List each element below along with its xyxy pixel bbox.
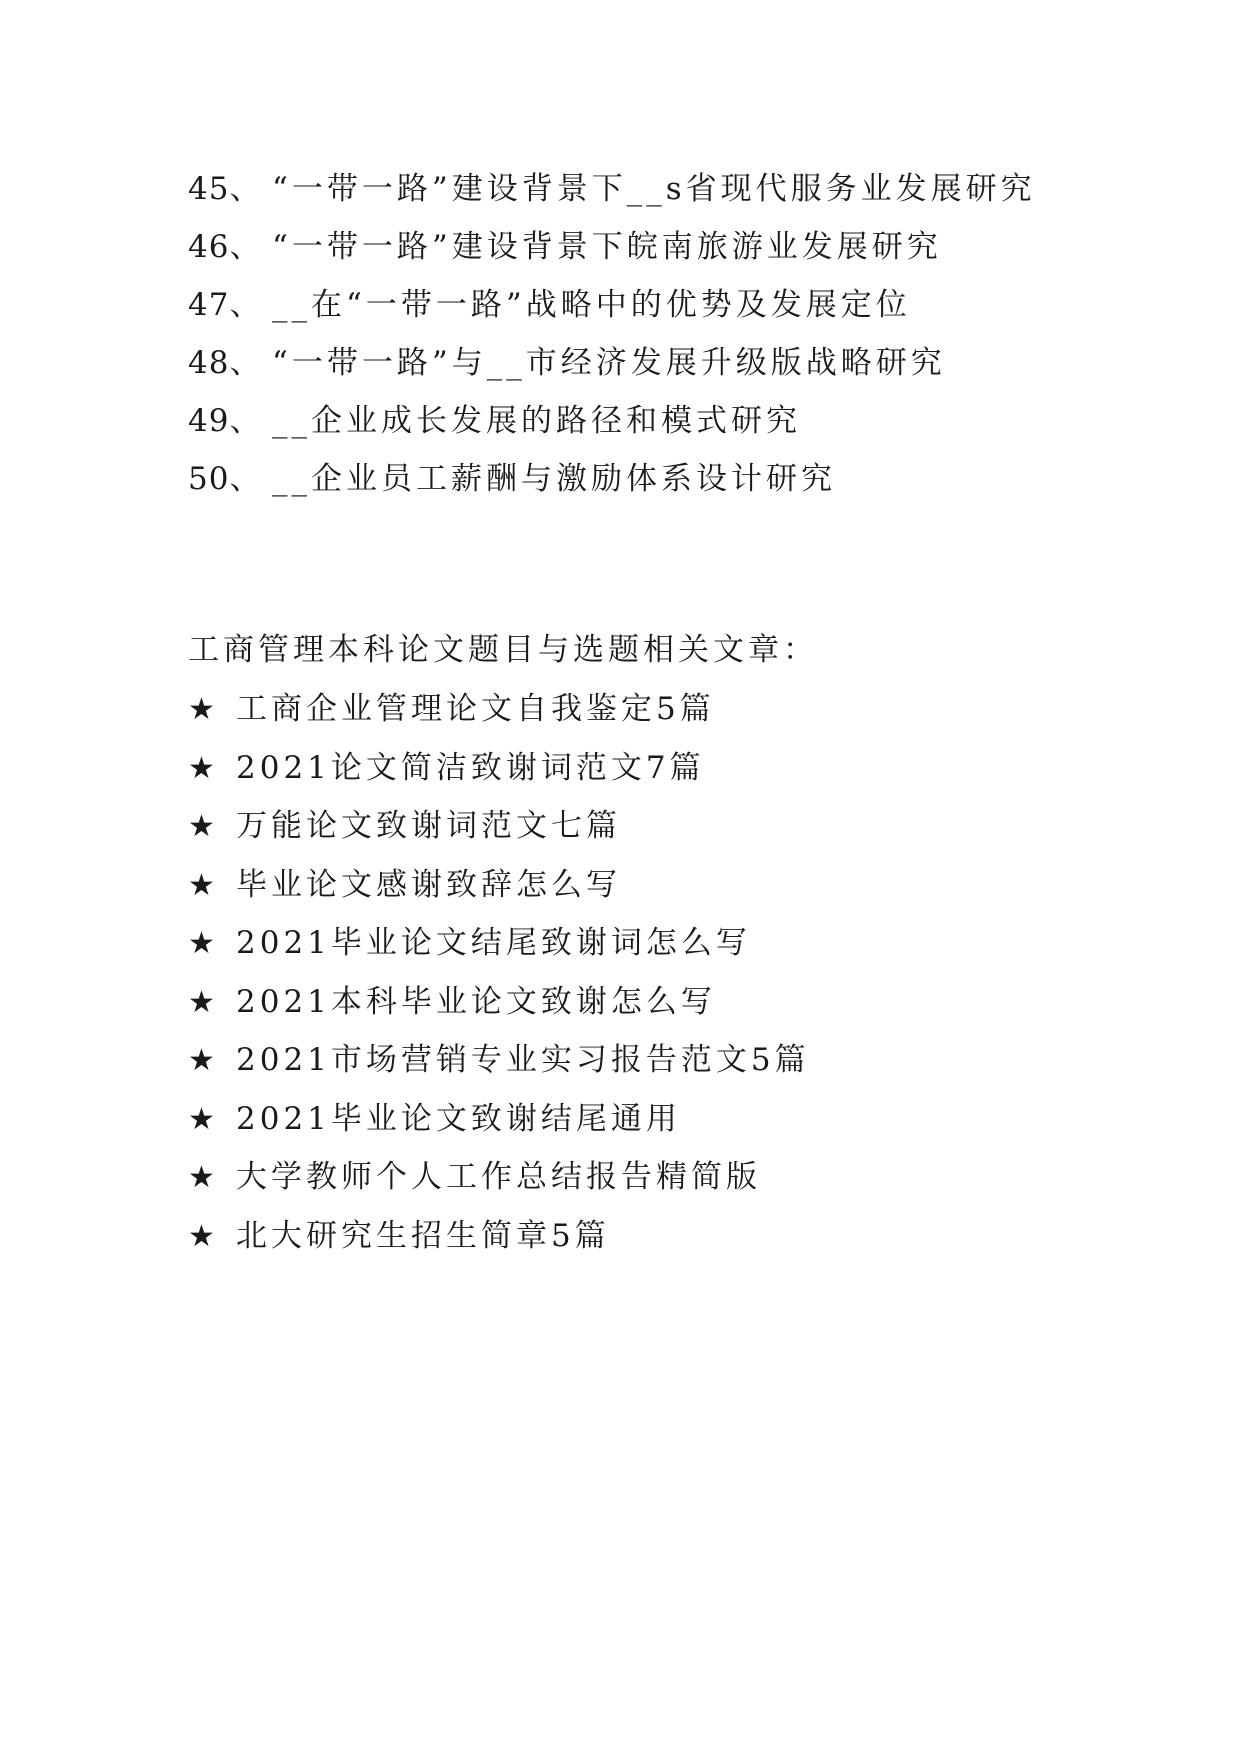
star-icon: ★: [188, 750, 215, 786]
topic-item: [188, 160, 1036, 218]
topic-text: __企业成长发展的路径和模式研究: [272, 403, 801, 439]
star-icon: ★: [188, 926, 215, 961]
related-article-link[interactable]: [188, 1090, 818, 1149]
related-article-title: 北大研究生招生简章5篇: [236, 1217, 610, 1254]
related-article-link[interactable]: [188, 1148, 818, 1207]
related-article-title: 2021毕业论文致谢结尾通用: [236, 1100, 681, 1137]
related-article-title: 2021论文简洁致谢词范文7篇: [236, 749, 705, 786]
related-article-link[interactable]: [188, 739, 818, 798]
related-article-link[interactable]: [188, 1031, 818, 1090]
star-icon: ★: [188, 1043, 215, 1078]
topic-text: __企业员工薪酬与激励体系设计研究: [272, 461, 836, 497]
related-article-title: 毕业论文感谢致辞怎么写: [236, 866, 621, 903]
related-articles-heading: 工商管理本科论文题目与选题相关文章：: [188, 632, 818, 668]
topic-item: [188, 218, 1036, 276]
topic-number: 46、: [188, 229, 262, 265]
topic-text: “一带一路”建设背景下皖南旅游业发展研究: [272, 229, 942, 265]
star-icon: ★: [188, 1160, 215, 1195]
related-article-title: 大学教师个人工作总结报告精简版: [236, 1159, 761, 1195]
related-article-link[interactable]: [188, 680, 818, 739]
related-articles-section: [188, 620, 818, 1265]
topic-text: __在“一带一路”战略中的优势及发展定位: [272, 287, 911, 323]
star-icon: ★: [188, 809, 215, 844]
related-article-title: 万能论文致谢词范文七篇: [236, 808, 621, 844]
related-article-link[interactable]: [188, 856, 818, 915]
related-article-link[interactable]: [188, 797, 818, 856]
topic-number: 48、: [188, 345, 262, 381]
topic-number: 50、: [188, 461, 262, 497]
star-icon: ★: [188, 1101, 215, 1137]
topic-item: [188, 276, 1036, 334]
topic-number: 49、: [188, 403, 262, 439]
related-article-title: 2021市场营销专业实习报告范文5篇: [236, 1042, 810, 1078]
topic-number: 45、: [188, 171, 262, 207]
related-article-title: 2021毕业论文结尾致谢词怎么写: [236, 925, 751, 961]
related-article-link[interactable]: [188, 1207, 818, 1266]
related-articles-list: [188, 680, 818, 1265]
topic-item: [188, 450, 1036, 508]
related-article-link[interactable]: [188, 973, 818, 1032]
topic-item: [188, 334, 1036, 392]
star-icon: ★: [188, 984, 215, 1020]
star-icon: ★: [188, 1218, 215, 1254]
related-article-title: 2021本科毕业论文致谢怎么写: [236, 983, 716, 1020]
topic-item: [188, 392, 1036, 450]
related-article-title: 工商企业管理论文自我鉴定5篇: [236, 691, 715, 727]
star-icon: ★: [188, 867, 215, 903]
related-article-link[interactable]: [188, 914, 818, 973]
topic-text: “一带一路”与__市经济发展升级版战略研究: [272, 345, 946, 381]
star-icon: ★: [188, 692, 215, 727]
topic-list: [188, 160, 1036, 508]
topic-number: 47、: [188, 287, 262, 323]
topic-text: “一带一路”建设背景下__s省现代服务业发展研究: [272, 171, 1036, 207]
